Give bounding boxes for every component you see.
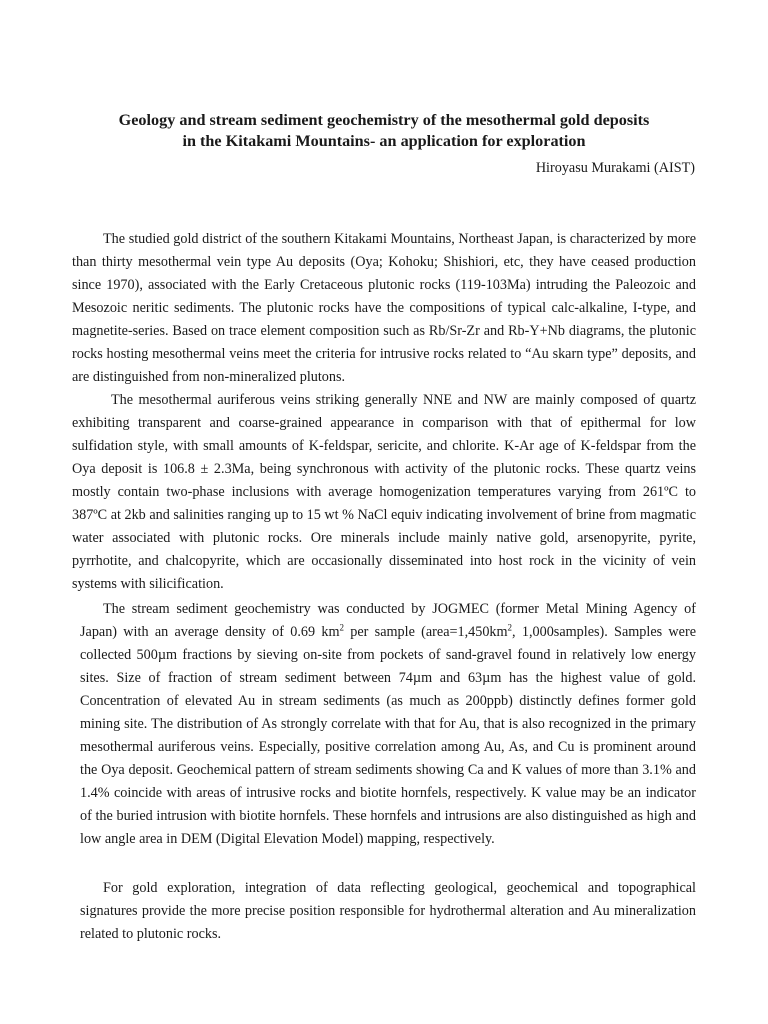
author-line: Hiroyasu Murakami (AIST) [535, 160, 695, 176]
paragraph-3-part-1: The stream sediment geochemistry was conducted by JOGMEC (former Metal Mining Agency of Japan) with an average density of 0.69 km [80, 601, 696, 640]
paragraph-2: The mesothermal auriferous veins striking generally NNE and NW are mainly composed of quartz exhibiting transparent and coarse-grained appearance in comparison with that of epithermal for low sulfidation style, with small amounts of K-feldspar, sericite, and chlorite. K-Ar age of K-feldspar from the Oya deposit is 106.8 ± 2.3Ma, being synchronous with activity of the plutonic rocks. These quartz veins mostly contain two-phase inclusions with average homogenization temperatures varying from 261ºC to 387ºC at 2kb and salinities ranging up to 15 wt % NaCl equiv indicating involvement of brine from magmatic water associated with plutonic rocks. Ore minerals include mainly native gold, arsenopyrite, pyrite, pyrrhotite, and chalcopyrite, which are occasionally disseminated into host rock in the vicinity of vein systems with silicification. [72, 392, 696, 592]
superscript-2: 2 [507, 622, 513, 633]
paragraph-4: For gold exploration, integration of data reflecting geological, geochemical and topographical signatures provide the more precise position responsible for hydrothermal alteration and Au mineralization related to plutonic rocks. [80, 880, 696, 942]
paragraph-1: The studied gold district of the southern Kitakami Mountains, Northeast Japan, is characterized by more than thirty mesothermal vein type Au deposits (Oya; Kohoku; Shishiori, etc, they have ceased production since 1970), associated with the Early Cretaceous plutonic rocks (119-103Ma) intruding the Paleozoic and Mesozoic neritic sediments. The plutonic rocks have the compositions of typical calc-alkaline, I-type, and magnetite-series. Based on trace element composition such as Rb/Sr-Zr and Rb-Y+Nb diagrams, the plutonic rocks hosting mesothermal veins meet the criteria for intrusive rocks related to “Au skarn type” deposits, and are distinguished from non-mineralized plutons. [72, 231, 696, 385]
paper-title [40, 110, 728, 152]
paragraph-3-part-2: per sample (area=1,450km [344, 624, 508, 640]
paragraph-3 [80, 598, 696, 851]
superscript-2: 2 [339, 622, 344, 633]
title-line-2: in the Kitakami Mountains- an application for exploration [182, 132, 586, 150]
paragraph-3-part-3: , 1,000samples). Samples were collected 500µm fractions by sieving on-site from pockets of sand-gravel found in relatively low energy sites. Size of fraction of stream sediment between 74µm and 63µm has the highest value of gold. Concentration of elevated Au in stream sediments (as much as 200ppb) distinctly defines former gold mining site. The distribution of As strongly correlate with that for Au, that is also recognized in the primary mesothermal auriferous veins. Especially, positive correlation among Au, As, and Cu is prominent around the Oya deposit. Geochemical pattern of stream sediments showing Ca and K values of more than 3.1% and 1.4% coincide with areas of intrusive rocks and biotite hornfels, respectively. K value may be an indicator of the buried intrusion with biotite hornfels. These hornfels and intrusions are also distinguished as high and low angle area in DEM (Digital Elevation Model) mapping, respectively. [80, 624, 696, 847]
title-line-1: Geology and stream sediment geochemistry of the mesothermal gold deposits [118, 111, 650, 129]
